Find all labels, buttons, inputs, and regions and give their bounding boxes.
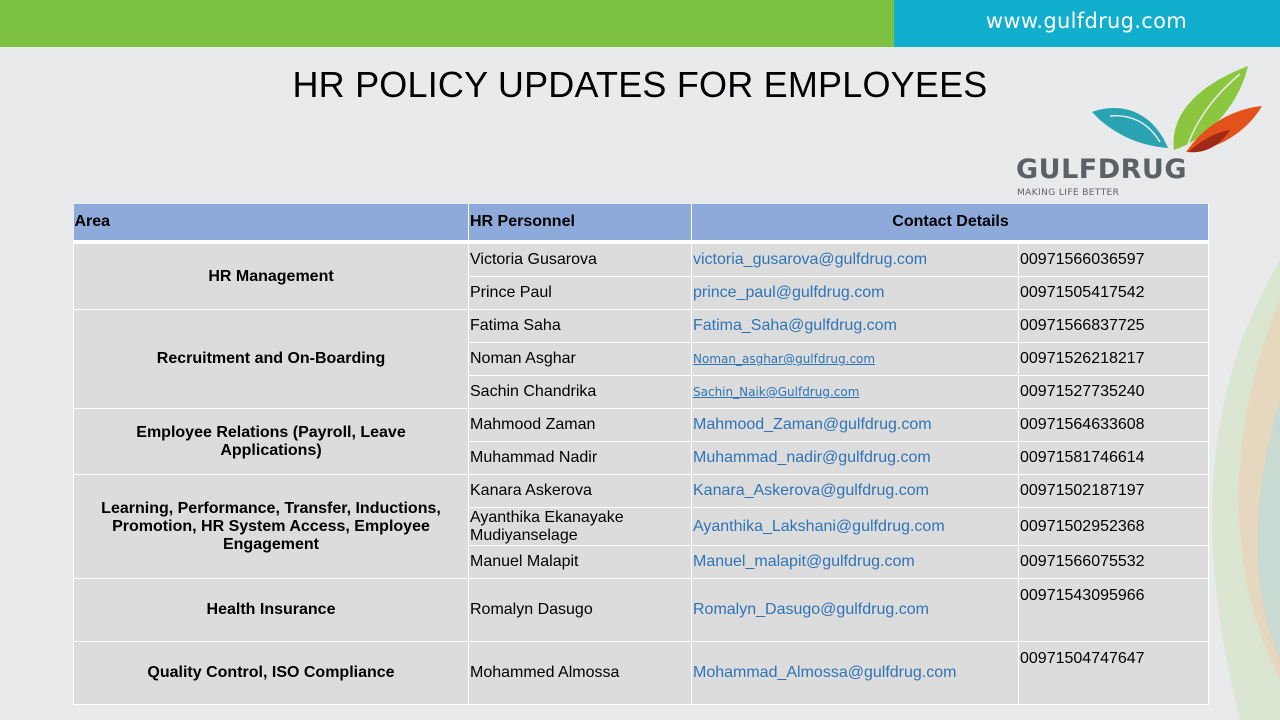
personnel-name: Kanara Askerova: [469, 475, 692, 508]
area-cell: Recruitment and On-Boarding: [74, 310, 469, 409]
phone-number: 00971581746614: [1019, 442, 1209, 475]
personnel-name: Prince Paul: [469, 277, 692, 310]
email-link[interactable]: Ayanthika_Lakshani@gulfdrug.com: [692, 508, 1019, 546]
personnel-name: Sachin Chandrika: [469, 376, 692, 409]
email-link[interactable]: victoria_gusarova@gulfdrug.com: [692, 242, 1019, 277]
phone-number: 00971502187197: [1019, 475, 1209, 508]
email-link[interactable]: Manuel_malapit@gulfdrug.com: [692, 546, 1019, 579]
personnel-name: Romalyn Dasugo: [469, 579, 692, 642]
personnel-name: Victoria Gusarova: [469, 242, 692, 277]
personnel-name: Fatima Saha: [469, 310, 692, 343]
area-cell: Employee Relations (Payroll, Leave Applications): [74, 409, 469, 475]
email-link[interactable]: Fatima_Saha@gulfdrug.com: [692, 310, 1019, 343]
personnel-name: Noman Asghar: [469, 343, 692, 376]
header-hr-personnel: HR Personnel: [469, 204, 692, 242]
email-link[interactable]: Mohammad_Almossa@gulfdrug.com: [692, 642, 1019, 705]
phone-number: 00971564633608: [1019, 409, 1209, 442]
table-row: [74, 642, 1209, 705]
phone-number: 00971566837725: [1019, 310, 1209, 343]
table-row: [74, 409, 1209, 442]
header-contact-details: Contact Details: [692, 204, 1209, 242]
personnel-name: Manuel Malapit: [469, 546, 692, 579]
table-header-row: [74, 204, 1209, 242]
phone-number: 00971543095966: [1019, 579, 1209, 642]
phone-number: 00971504747647: [1019, 642, 1209, 705]
email-link[interactable]: Romalyn_Dasugo@gulfdrug.com: [692, 579, 1019, 642]
phone-number: 00971526218217: [1019, 343, 1209, 376]
personnel-name: Ayanthika Ekanayake Mudiyanselage: [469, 508, 692, 546]
table-row: [74, 242, 1209, 277]
phone-number: 00971566036597: [1019, 242, 1209, 277]
site-url[interactable]: www.gulfdrug.com: [985, 9, 1187, 33]
gulfdrug-logo-leaves-icon: [1090, 60, 1265, 160]
phone-number: 00971566075532: [1019, 546, 1209, 579]
personnel-name: Muhammad Nadir: [469, 442, 692, 475]
email-link[interactable]: Noman_asghar@gulfdrug.com: [692, 343, 1019, 376]
page-title: HR POLICY UPDATES FOR EMPLOYEES: [292, 64, 988, 105]
phone-number: 00971505417542: [1019, 277, 1209, 310]
logo-wordmark: GULFDRUG: [1016, 154, 1188, 185]
email-link[interactable]: Muhammad_nadir@gulfdrug.com: [692, 442, 1019, 475]
area-cell: Learning, Performance, Transfer, Inductions, Promotion, HR System Access, Employee Engagement: [74, 475, 469, 579]
email-link[interactable]: Sachin_Naik@Gulfdrug.com: [692, 376, 1019, 409]
area-cell: HR Management: [74, 242, 469, 310]
header-green-bar: [0, 0, 894, 47]
header-area: Area: [74, 204, 469, 242]
phone-number: 00971527735240: [1019, 376, 1209, 409]
email-link[interactable]: Kanara_Askerova@gulfdrug.com: [692, 475, 1019, 508]
area-cell: Quality Control, ISO Compliance: [74, 642, 469, 705]
logo-tagline: MAKING LIFE BETTER: [1017, 188, 1120, 198]
table-row: [74, 310, 1209, 343]
table-row: [74, 579, 1209, 642]
email-link[interactable]: prince_paul@gulfdrug.com: [692, 277, 1019, 310]
personnel-name: Mohammed Almossa: [469, 642, 692, 705]
table-row: [74, 475, 1209, 508]
hr-contacts-table: [73, 204, 1209, 705]
phone-number: 00971502952368: [1019, 508, 1209, 546]
email-link[interactable]: Mahmood_Zaman@gulfdrug.com: [692, 409, 1019, 442]
area-cell: Health Insurance: [74, 579, 469, 642]
personnel-name: Mahmood Zaman: [469, 409, 692, 442]
